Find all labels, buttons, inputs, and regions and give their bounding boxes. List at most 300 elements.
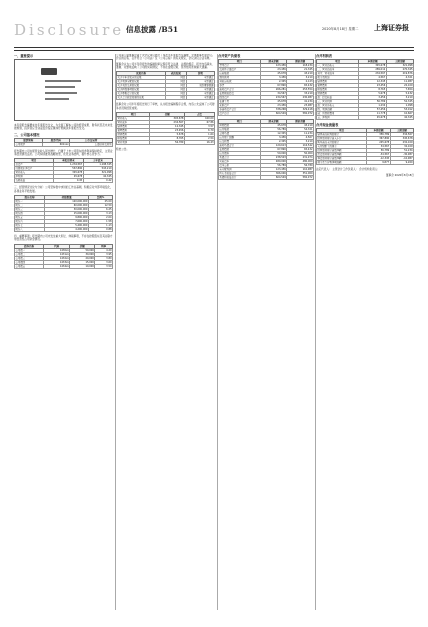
column-header: 本期金额 [359, 60, 386, 64]
masthead-rule [14, 47, 414, 48]
table-cell: 120,000,000 [45, 200, 89, 204]
column-header: 金额 [150, 112, 184, 116]
table-cell: 12,345 [260, 132, 287, 136]
table-row [117, 96, 215, 100]
table-row [15, 142, 113, 146]
table-cell: 42,345 [83, 175, 112, 179]
table-cell: 存货 [219, 84, 261, 88]
table-cell: 其他应收款 [219, 80, 261, 84]
table-body [15, 163, 113, 183]
table-cell: 股东三 [15, 208, 45, 212]
table-cell: 负债合计 [219, 156, 261, 160]
column-header: 项目 [317, 60, 359, 64]
table-cell: 7,654 [386, 88, 413, 92]
table-cell: 289,012 [359, 68, 386, 72]
table-cell: 34,567 [367, 145, 390, 149]
table-cell: 同意 [165, 80, 186, 84]
table-cell: 41,234 [287, 100, 314, 104]
table-cell: 56,789 [367, 149, 390, 153]
table-row [15, 179, 113, 183]
assets-table [218, 59, 314, 116]
table-cell: 12,345 [359, 80, 386, 84]
column-header: 项目 [219, 120, 261, 124]
table-cell: 股东七 [15, 224, 45, 228]
table-cell: 所有者权益合计 [219, 172, 261, 176]
table-cell: 56,789 [359, 100, 386, 104]
table-cell: 366,046 [260, 172, 287, 176]
table-cell: 营业成本 [117, 120, 150, 124]
table-cell: 270,345 [386, 68, 413, 72]
table-cell: 50,000 [287, 152, 314, 156]
table-cell: 60,000,000 [45, 204, 89, 208]
table-cell: 23,456 [150, 128, 184, 132]
table-cell: 购买商品支付的现金 [317, 141, 367, 145]
table-cell: 34,567 [260, 92, 287, 96]
table-cell: 9,800,000 [45, 216, 89, 220]
table-cell: 345,678 [53, 171, 83, 175]
table-cell: 65,432 [287, 84, 314, 88]
section-heading: 合并现金流量表 [316, 123, 339, 128]
table-cell: 管理费用 [317, 84, 359, 88]
table-cell: 2,345 [260, 80, 287, 84]
table-cell: 9,877 [367, 161, 390, 165]
table-cell: 股东六 [15, 220, 45, 224]
column-header: 上市交易所 [70, 138, 113, 142]
table-cell: 219,876 [386, 72, 413, 76]
table-cell: 同意 [165, 88, 186, 92]
masthead [10, 16, 418, 46]
column-header: 项目 [219, 60, 261, 64]
table-cell: 0.88 [88, 228, 112, 232]
table-cell: 329,418 [287, 108, 314, 112]
column-3 [218, 54, 314, 610]
column-header: 期末余额 [260, 60, 287, 64]
column-header: 表决结果 [165, 72, 186, 76]
table-cell: 582,972 [287, 112, 314, 116]
table-cell: 资本公积 [219, 164, 261, 168]
paragraph: 四、重要事项：报告期内公司未发生重大诉讼、仲裁事项，不存在控股股东及其关联方非经营性占用资金情况。 [14, 235, 113, 242]
table-body [15, 200, 113, 232]
section-heading: 二、公司基本情况 [14, 132, 40, 137]
table-cell: 四、利润总额 [317, 108, 359, 112]
table-cell: 110,987 [287, 168, 314, 172]
table-cell: 加：投资收益 [317, 96, 359, 100]
table-cell: 45,678 [260, 124, 287, 128]
table-cell: 8,765 [150, 136, 184, 140]
table-cell: 245,678 [367, 141, 390, 145]
table-cell: 23,987 [287, 104, 314, 108]
paragraph: 报告期内公司实现营业收入同比增长，归属于上市公司股东的净利润保持稳定，主营业务经营情况良好。公司持续推进战略转型，优化业务结构，提升核心竞争力。 [14, 149, 113, 156]
table-cell: 2,345 [260, 140, 287, 144]
table-cell: 234,567 [150, 120, 184, 124]
table-cell: 582,972 [287, 176, 314, 180]
column-header: 本期金额 [367, 129, 390, 133]
table-cell: 二、营业总成本 [317, 68, 359, 72]
table-cell: 无形资产 [219, 104, 261, 108]
table-cell: 营业利润 [117, 140, 150, 144]
column-header: 占比 [184, 112, 214, 116]
table-cell: 20,000 [70, 256, 95, 260]
table-cell: 货币资金 [219, 64, 261, 68]
table-cell: 销售费用 [117, 124, 150, 128]
column-header: 股东名称 [15, 195, 45, 199]
column-header: 项目 [117, 112, 150, 116]
table-cell: 45,678 [359, 116, 386, 120]
table-cell: 351,000 [287, 172, 314, 176]
table-cell: 45,678 [260, 72, 287, 76]
table-cell: 交易性金融资产 [219, 68, 261, 72]
table-row [317, 116, 414, 120]
column-header: 余额 [70, 244, 95, 248]
section-heading: 合并资产负债表 [218, 54, 241, 58]
table-body [15, 248, 113, 268]
column-header: 股票代码 [42, 138, 70, 142]
paragraph: 监事会对公司半年度报告进行了审核，认为报告编制程序合规，内容公允反映了公司财务状况和经营成果。 [116, 103, 215, 110]
column-header: 期初余额 [287, 120, 314, 124]
table-cell: 公司债一 [15, 248, 44, 252]
table-cell: 1.58 [88, 220, 112, 224]
table-cell: 股东四 [15, 212, 45, 216]
table-cell: 全票通过 [186, 96, 214, 100]
table-cell: 21,345 [287, 68, 314, 72]
table-cell: 1430xx [43, 248, 69, 252]
table-body [15, 142, 113, 146]
table-cell: 同意 [165, 92, 186, 96]
table-cell: 1434xx [43, 264, 69, 268]
table-cell: 上海证券交易所 [70, 142, 113, 146]
column-header: 股票简称 [15, 138, 43, 142]
table-cell: 567,890 [53, 167, 83, 171]
table-cell: 33,210 [287, 92, 314, 96]
column-4 [316, 54, 414, 610]
table-cell: 480,000 [260, 160, 287, 164]
table-cell: 实收资本 [219, 160, 261, 164]
table-cell: 23,456 [359, 84, 386, 88]
table-cell: 流动资产合计 [219, 88, 261, 92]
table-cell: 367,890 [367, 137, 390, 141]
table-cell: 50,000 [260, 152, 287, 156]
column-header: 债券名称 [15, 244, 44, 248]
table-cell: 54,321 [287, 128, 314, 132]
table-cell: 短期借款 [219, 124, 261, 128]
table-cell: 45,678 [260, 100, 287, 104]
table-cell: 2,123 [287, 80, 314, 84]
table-cell: 56,789 [260, 128, 287, 132]
table-cell: 关于关联交易的议案 [117, 84, 166, 88]
table-cell: 关于会计政策变更的议案 [117, 96, 166, 100]
table-cell: 234,567 [260, 96, 287, 100]
table-cell: -34,567 [367, 153, 390, 157]
table-cell: 股东一 [15, 200, 45, 204]
table-cell: 56,789 [287, 164, 314, 168]
table-cell: 12,345 [150, 124, 184, 128]
table-cell: 1431xx [43, 252, 69, 256]
table-cell: 其中：营业成本 [317, 72, 359, 76]
table-cell: 关联董事回避 [186, 84, 214, 88]
signatories-line: 法定代表人： 主管会计工作负责人： 会计机构负责人： [316, 168, 380, 172]
table-cell: 全票通过 [186, 80, 214, 84]
table-cell: 3.95 [95, 252, 113, 256]
table-cell: 3,456 [260, 136, 287, 140]
table-cell: 5,678 [150, 132, 184, 136]
resolution-table [116, 71, 215, 100]
table-body [317, 64, 414, 120]
table-cell: 11,778 [359, 112, 386, 116]
table-cell: 338,268 [260, 108, 287, 112]
cash-flow-table [316, 128, 414, 165]
table-cell: 56,789 [260, 164, 287, 168]
table-cell: 同意 [165, 76, 186, 80]
column-header: 比例% [88, 195, 112, 199]
table-cell: 研发费用 [317, 88, 359, 92]
table-header-row [117, 112, 215, 116]
column-header: 说明 [186, 72, 214, 76]
table-cell: 4,567 [359, 76, 386, 80]
table-cell: 65,432 [287, 148, 314, 152]
liabilities-table [218, 119, 314, 180]
table-cell: 1.64 [184, 132, 214, 136]
table-cell: 1,234,567 [53, 163, 83, 167]
masthead-title: Disclosure [14, 21, 125, 39]
table-cell: 营业收入 [117, 116, 150, 120]
column-header: 期初余额 [287, 60, 314, 64]
diagram-bars [45, 80, 85, 104]
table-cell: 5,432 [386, 92, 413, 96]
table-cell: 1432xx [43, 256, 69, 260]
table-cell: 3,456 [260, 76, 287, 80]
table-row [317, 161, 414, 165]
column-header: 上年度末 [83, 159, 112, 163]
issue-date: 2020年8月18日 星期二 [322, 27, 359, 31]
column-header: 项目 [15, 159, 54, 163]
table-cell: 5,678 [359, 92, 386, 96]
table-cell: 关于半年度报告的议案 [117, 76, 166, 80]
table-cell: 321,098 [386, 64, 413, 68]
table-cell: 应付债券 [219, 152, 261, 156]
table-cell: 未分配利润 [219, 168, 261, 172]
table-row [219, 112, 314, 116]
table-cell: 123,456 [260, 64, 287, 68]
table-body [219, 64, 314, 116]
table-cell: 五、净利润 [317, 116, 359, 120]
table-cell: 经营活动现金流入小计 [317, 137, 367, 141]
table-cell: 研发费用 [117, 136, 150, 140]
table-cell: 23,456 [260, 68, 287, 72]
table-cell: 8,765 [359, 88, 386, 92]
table-body [117, 116, 215, 144]
closing-text: 特此公告。 [116, 147, 129, 151]
table-row [117, 140, 215, 144]
table-cell: 2.04 [88, 216, 112, 220]
stock-info-table [14, 138, 113, 147]
table-cell: 3.50 [95, 264, 113, 268]
table-cell: 334,567 [390, 133, 413, 137]
table-cell: 118,234 [287, 64, 314, 68]
table-cell: 23,456 [260, 104, 287, 108]
table-cell: 4,567 [287, 136, 314, 140]
table-cell: 116,542 [287, 144, 314, 148]
table-cell: 营业收入 [15, 171, 54, 175]
table-cell: 3.13 [88, 212, 112, 216]
table-cell: 11,234 [287, 132, 314, 136]
table-cell: 15,000,000 [45, 212, 89, 216]
newspaper-name: 上海证券报 [374, 23, 409, 32]
table-cell: 67,890 [260, 148, 287, 152]
masthead-subrule [14, 50, 414, 51]
table-cell: 3,456 [359, 96, 386, 100]
table-cell: 全票通过 [186, 92, 214, 96]
table-cell: 57,456 [359, 108, 386, 112]
table-cell: 股东五 [15, 216, 45, 220]
table-cell: 604,549 [260, 176, 287, 180]
table-cell: 现金及等价物净增加额 [317, 161, 367, 165]
table-cell: 应交税费 [219, 140, 261, 144]
table-cell: 归属股东净资产 [15, 167, 54, 171]
table-cell: 3,210 [287, 76, 314, 80]
table-cell: 480,000 [287, 160, 314, 164]
table-cell: 销售商品收到的现金 [317, 133, 367, 137]
table-cell: 43,210 [287, 124, 314, 128]
table-cell: 公司债五 [15, 264, 44, 268]
table-cell: 关于利润分配的议案 [117, 80, 166, 84]
table-cell: 52,345 [386, 100, 413, 104]
table-cell: -30,987 [390, 153, 413, 157]
table-cell: 3.80 [95, 256, 113, 260]
table-cell: 56,789 [150, 140, 184, 144]
table-cell: 1.13 [88, 224, 112, 228]
table-cell: 5,400,000 [45, 224, 89, 228]
table-cell: 42,345 [386, 116, 413, 120]
table-cell: 流动负债合计 [219, 144, 261, 148]
table-cell: 固定资产 [219, 96, 261, 100]
table-cell: 10,667 [386, 112, 413, 116]
table-cell: 2.54 [184, 136, 214, 140]
table-cell: 543,210 [83, 167, 112, 171]
table-cell: 1,198,345 [83, 163, 112, 167]
table-cell: 253,554 [287, 88, 314, 92]
column-header: 上期金额 [386, 60, 413, 64]
section-heading: 合并利润表 [316, 54, 332, 58]
table-cell: 三、营业利润 [317, 100, 359, 104]
table-cell: 22,109 [386, 84, 413, 88]
table-cell: 234,567 [359, 72, 386, 76]
table-cell: 非流动资产合计 [219, 108, 261, 112]
table-cell: 6.25 [88, 208, 112, 212]
ownership-diagram [14, 59, 113, 121]
table-cell: 1,234 [359, 104, 386, 108]
table-cell: 合同负债 [219, 132, 261, 136]
table-cell: 67,890 [260, 84, 287, 88]
table-cell: 9,260 [390, 161, 413, 165]
table-body [317, 133, 414, 165]
table-cell: 加：营业外收入 [317, 104, 359, 108]
company-logo-icon [41, 68, 57, 75]
table-cell: 12.50 [88, 204, 112, 208]
table-cell: 资产总计 [219, 112, 261, 116]
table-cell: 10,000 [70, 264, 95, 268]
table-cell: 销售费用 [317, 80, 359, 84]
table-cell: 238,503 [260, 156, 287, 160]
table-body [117, 76, 215, 100]
table-cell: 一、营业总收入 [317, 64, 359, 68]
column-header: 代码 [43, 244, 69, 248]
table-cell: 税金及附加 [317, 76, 359, 80]
table-cell: 3.60 [95, 260, 113, 264]
table-cell: 财务费用 [317, 92, 359, 96]
table-cell: 0.45 [53, 179, 83, 183]
table-cell: 231,974 [287, 156, 314, 160]
table-cell: 345,678 [390, 137, 413, 141]
table-cell: 50,000 [70, 248, 95, 252]
table-cell: 公司债二 [15, 252, 44, 256]
table-cell: 长期借款 [219, 148, 261, 152]
column-header: 议案名称 [117, 72, 166, 76]
table-cell: 投资活动现金流量净额 [317, 153, 367, 157]
table-cell: 4.20 [95, 248, 113, 252]
column-header: 利率 [95, 244, 113, 248]
table-cell: 同意 [165, 96, 186, 100]
table-cell: 43,210 [287, 72, 314, 76]
table-cell: 应付职工薪酬 [219, 136, 261, 140]
table-cell: 16.43 [184, 140, 214, 144]
table-cell: 4,200,000 [45, 228, 89, 232]
table-cell: 3,210 [287, 140, 314, 144]
section-heading: 一、重要提示 [14, 54, 34, 58]
paragraph: 董事会认为公司半年度报告的编制和审议程序符合法律、法规的规定，报告内容真实、准确、完整地反映了公司的实际情况，不存在虚假记载、误导性陈述或重大遗漏。 [116, 62, 215, 69]
table-cell: 32,109 [390, 145, 413, 149]
table-cell: 负债和权益总计 [219, 176, 261, 180]
table-cell: 100.00 [184, 116, 214, 120]
table-cell: 3.57 [184, 124, 214, 128]
summary-text: 本年度报告摘要来自年度报告全文，为全面了解本公司的经营成果、财务状况及未来发展规划，投资者应当到证监会指定媒体仔细阅读年度报告全文。 [14, 124, 113, 131]
table-cell: 53,012 [386, 108, 413, 112]
table-cell: 公司股票 [15, 142, 43, 146]
table-row [15, 228, 113, 232]
table-cell: 股东八 [15, 228, 45, 232]
income-breakdown-table [116, 112, 215, 145]
table-cell: 公司债三 [15, 256, 44, 260]
column-header: 期末余额 [260, 120, 287, 124]
table-cell: 减：所得税费用 [317, 112, 359, 116]
table-cell: 在建工程 [219, 100, 261, 104]
table-cell: 4,321 [386, 76, 413, 80]
table-cell: 公司债四 [15, 260, 44, 264]
table-cell: 67.86 [184, 120, 214, 124]
table-cell: 345,678 [359, 64, 386, 68]
table-cell: 345,678 [150, 116, 184, 120]
table-cell: 1,098 [386, 104, 413, 108]
column-header: 本报告期末 [53, 159, 83, 163]
table-cell: 11,987 [386, 80, 413, 84]
table-cell: 长期股权投资 [219, 92, 261, 96]
table-cell: 关于担保事项的议案 [117, 88, 166, 92]
table-cell: 全票通过 [186, 76, 214, 80]
table-header-row [15, 195, 113, 199]
table-cell: 1433xx [43, 260, 69, 264]
table-cell: 45,678 [53, 175, 83, 179]
table-cell: 356,789 [367, 133, 390, 137]
income-statement-table [316, 59, 414, 120]
table-cell: 25.00 [88, 200, 112, 204]
table-cell: 应收账款 [219, 72, 261, 76]
table-cell: 604,549 [260, 112, 287, 116]
table-cell: 管理费用 [117, 128, 150, 132]
table-cell: 30,000,000 [45, 208, 89, 212]
table-cell: 321,098 [83, 171, 112, 175]
column-1 [14, 54, 113, 610]
table-cell: 232,109 [390, 141, 413, 145]
financial-summary-table [14, 158, 113, 183]
